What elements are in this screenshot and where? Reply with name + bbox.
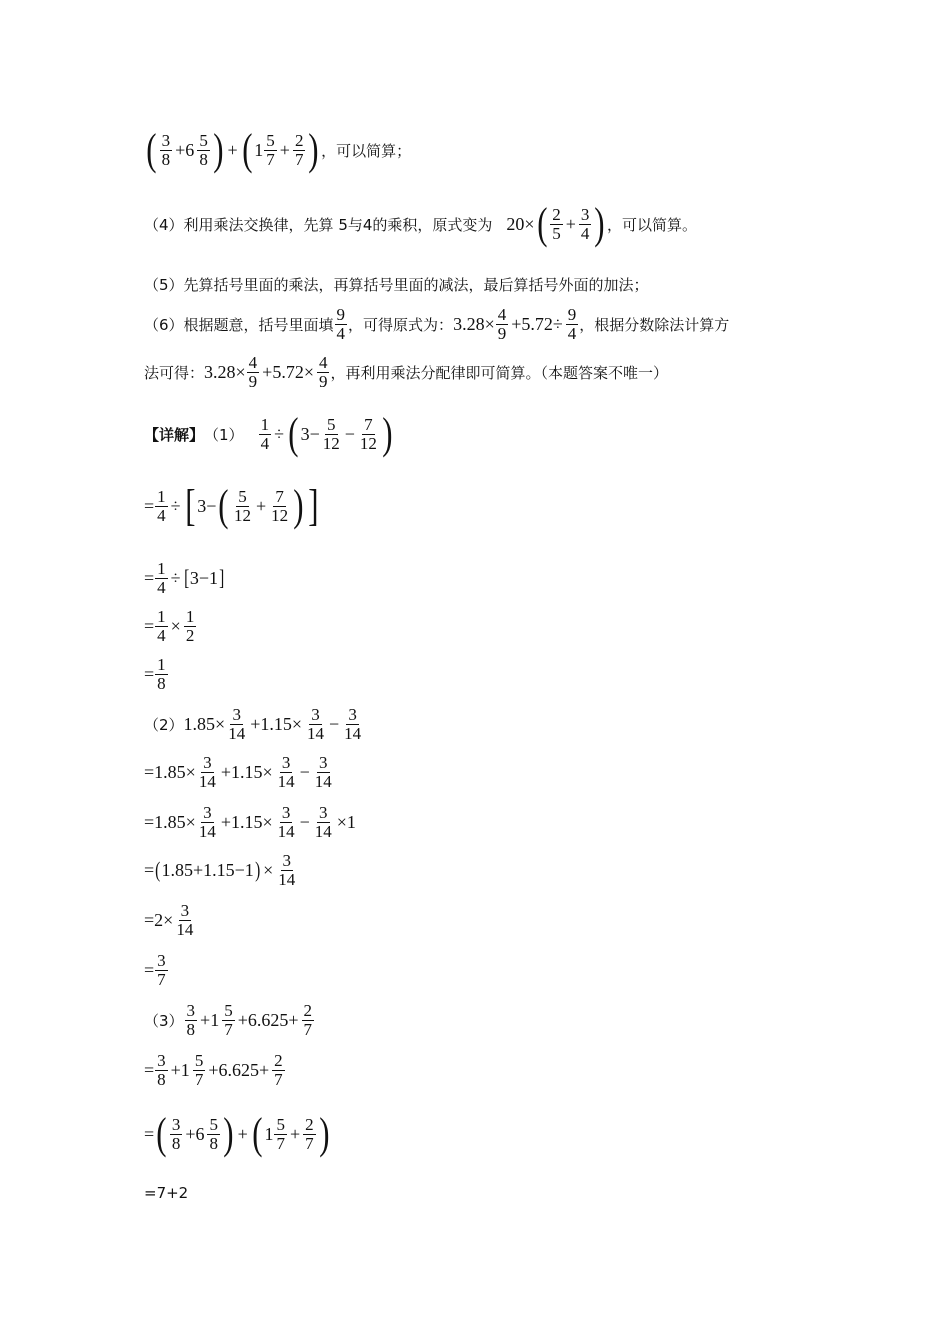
step: =1.85× $\frac{3}{14}$ +1.15× $\frac{3}{14}$ − $\frac{3}{14}$	[144, 753, 332, 791]
step: = $\frac{3}{7}$	[144, 951, 166, 989]
step: = $\frac{1}{4}$ ÷ [ 3−1 ]	[144, 559, 225, 597]
step: = $\frac{1}{4}$ ÷ [ 3− ( $\frac{5}{12}$ + $\frac{7}{12}$ ) ]	[144, 481, 319, 530]
detail-3: （3） $\frac{3}{8}$ +1 $\frac{5}{7}$ +6.625+ $\frac{2}{7}$	[144, 1001, 313, 1039]
line-5: （5）先算括号里面的乘法，再算括号里面的减法，最后算括号外面的加法；	[144, 276, 649, 294]
step: = $\frac{1}{8}$	[144, 655, 166, 693]
line-6b: 法可得： 3.28× $\frac{4}{9}$ +5.72× $\frac{4}{9}$ ，再利用乘法分配律即可简算。（本题答案不唯一）	[144, 353, 668, 391]
line-4: （4）利用乘法交换律，先算 5与4的乘积，原式变为 20× ( $\frac{2}{5}$ + $\frac{3}{4}$ ) ，可以简算。	[144, 199, 698, 248]
text: ，可以简算；	[321, 141, 412, 160]
line-1: ( $\frac{3}{8}$ +6 $\frac{5}{8}$ ) + ( 1 $\frac{5}{7}$ + $\frac{2}{7}$ ) ，可以简算；	[146, 125, 412, 174]
detail-2: （2） 1.85× $\frac{3}{14}$ +1.15× $\frac{3}{14}$ − $\frac{3}{14}$	[144, 705, 362, 743]
step: =7+2	[144, 1184, 189, 1202]
step: =2× $\frac{3}{14}$	[144, 901, 194, 939]
step: = $\frac{3}{8}$ +1 $\frac{5}{7}$ +6.625+ $\frac{2}{7}$	[144, 1051, 283, 1089]
step: = $\frac{1}{4}$ × $\frac{1}{2}$	[144, 607, 195, 645]
detail-1: 【详解】 （1） $\frac{1}{4}$ ÷ ( 3− $\frac{5}{12}$ − $\frac{7}{12}$ )	[144, 409, 393, 458]
step: = ( $\frac{3}{8}$ +6 $\frac{5}{8}$ ) + ( 1 $\frac{5}{7}$ + $\frac{2}{7}$ )	[144, 1109, 330, 1158]
line-6: （6）根据题意，括号里面填 $\frac{9}{4}$ ，可得原式为： 3.28× $\frac{4}{9}$ +5.72÷ $\frac{9}{4}$ ，根据分数除法计算方	[144, 305, 730, 343]
step: =1.85× $\frac{3}{14}$ +1.15× $\frac{3}{14}$ − $\frac{3}{14}$ ×1	[144, 803, 356, 841]
step: = ( 1.85+1.15−1 ) × $\frac{3}{14}$	[144, 851, 296, 889]
